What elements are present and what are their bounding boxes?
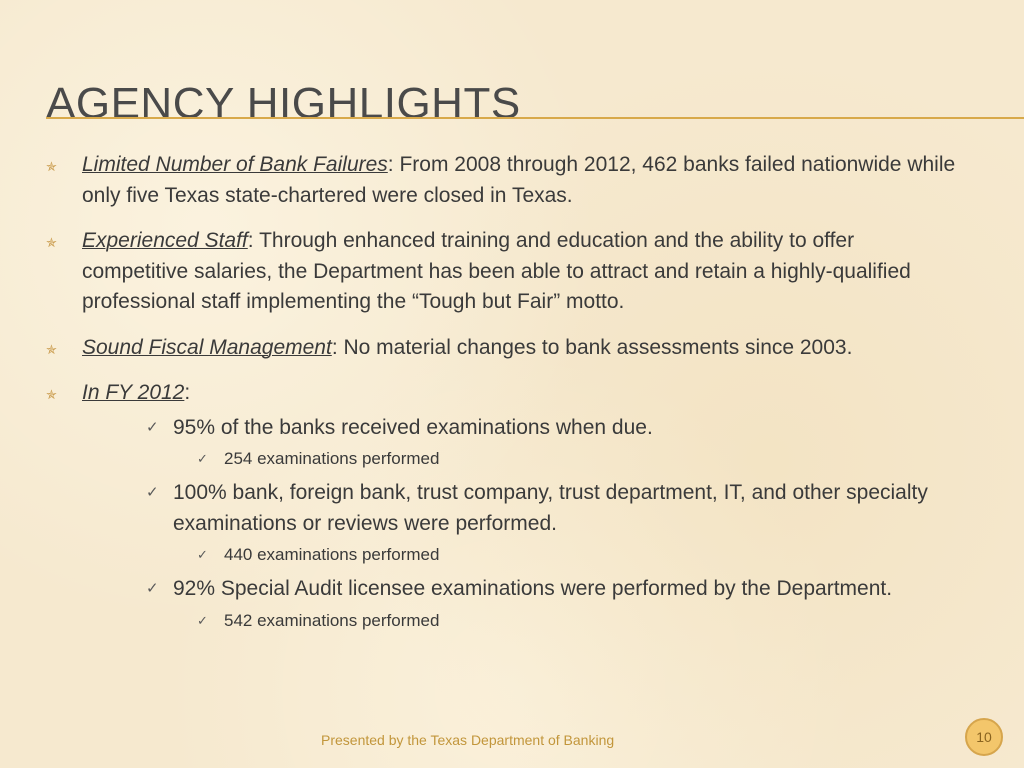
sub-item-text: 100% bank, foreign bank, trust company, trust department, IT, and other specialty examinations or reviews were performed.	[173, 481, 928, 535]
detail-text: 440 examinations performed	[224, 545, 440, 564]
bullet-text: From 2008 through 2012, 462 banks failed nationwide while only five Texas state-chartered were closed in Texas.	[82, 153, 956, 207]
page-title: AGENCY HIGHLIGHTS	[46, 79, 521, 128]
bullet-colon: :	[387, 153, 394, 176]
bullet-bank-failures	[44, 150, 964, 211]
sub-item-text: 92% Special Audit licensee examinations were performed by the Department.	[173, 577, 893, 600]
bullet-term: Sound Fiscal Management	[82, 335, 332, 359]
title-divider	[46, 117, 1024, 119]
bullet-colon: :	[247, 229, 254, 252]
sub-item-text: 95% of the banks received examinations when due.	[173, 415, 653, 439]
fy2012-item-exams-when-due	[146, 413, 964, 444]
star-bullet-icon: ✯	[46, 387, 57, 402]
bullet-text: Through enhanced training and education and the ability to offer competitive salaries, the Department has been able to attract and retain a highly-qualified professional staff implementing the “Tough but Fair” motto.	[82, 229, 911, 313]
star-bullet-icon: ✯	[46, 341, 57, 357]
checkmark-icon: ✓	[197, 547, 208, 562]
fy2012-detail-542	[197, 608, 964, 634]
checkmark-icon: ✓	[146, 418, 159, 436]
fy2012-item-special-audit	[146, 574, 964, 605]
fy2012-detail-254	[197, 446, 964, 472]
checkmark-icon: ✓	[197, 612, 208, 628]
bullet-experienced-staff	[44, 226, 964, 318]
footer-text: Presented by the Texas Department of Banking	[321, 732, 615, 748]
bullet-term: In FY 2012	[82, 381, 185, 404]
bullet-colon: :	[184, 381, 191, 404]
checkmark-icon: ✓	[197, 451, 208, 466]
bullet-fy2012	[44, 378, 964, 409]
detail-text: 542 examinations performed	[224, 610, 440, 630]
checkmark-icon: ✓	[146, 580, 159, 597]
fy2012-item-specialty-exams	[146, 478, 964, 539]
bullet-colon: :	[331, 335, 338, 359]
bullet-term: Experienced Staff	[82, 229, 248, 252]
checkmark-icon: ✓	[146, 484, 159, 501]
bullet-fiscal-management	[44, 333, 964, 364]
fy2012-detail-440	[197, 542, 964, 568]
star-bullet-icon: ✯	[46, 235, 57, 250]
page-number-badge: 10	[965, 718, 1003, 756]
star-bullet-icon: ✯	[46, 159, 57, 174]
slide-content	[44, 150, 964, 640]
detail-text: 254 examinations performed	[224, 449, 440, 468]
bullet-term: Limited Number of Bank Failures	[82, 153, 388, 176]
bullet-text: No material changes to bank assessments since 2003.	[337, 335, 853, 359]
